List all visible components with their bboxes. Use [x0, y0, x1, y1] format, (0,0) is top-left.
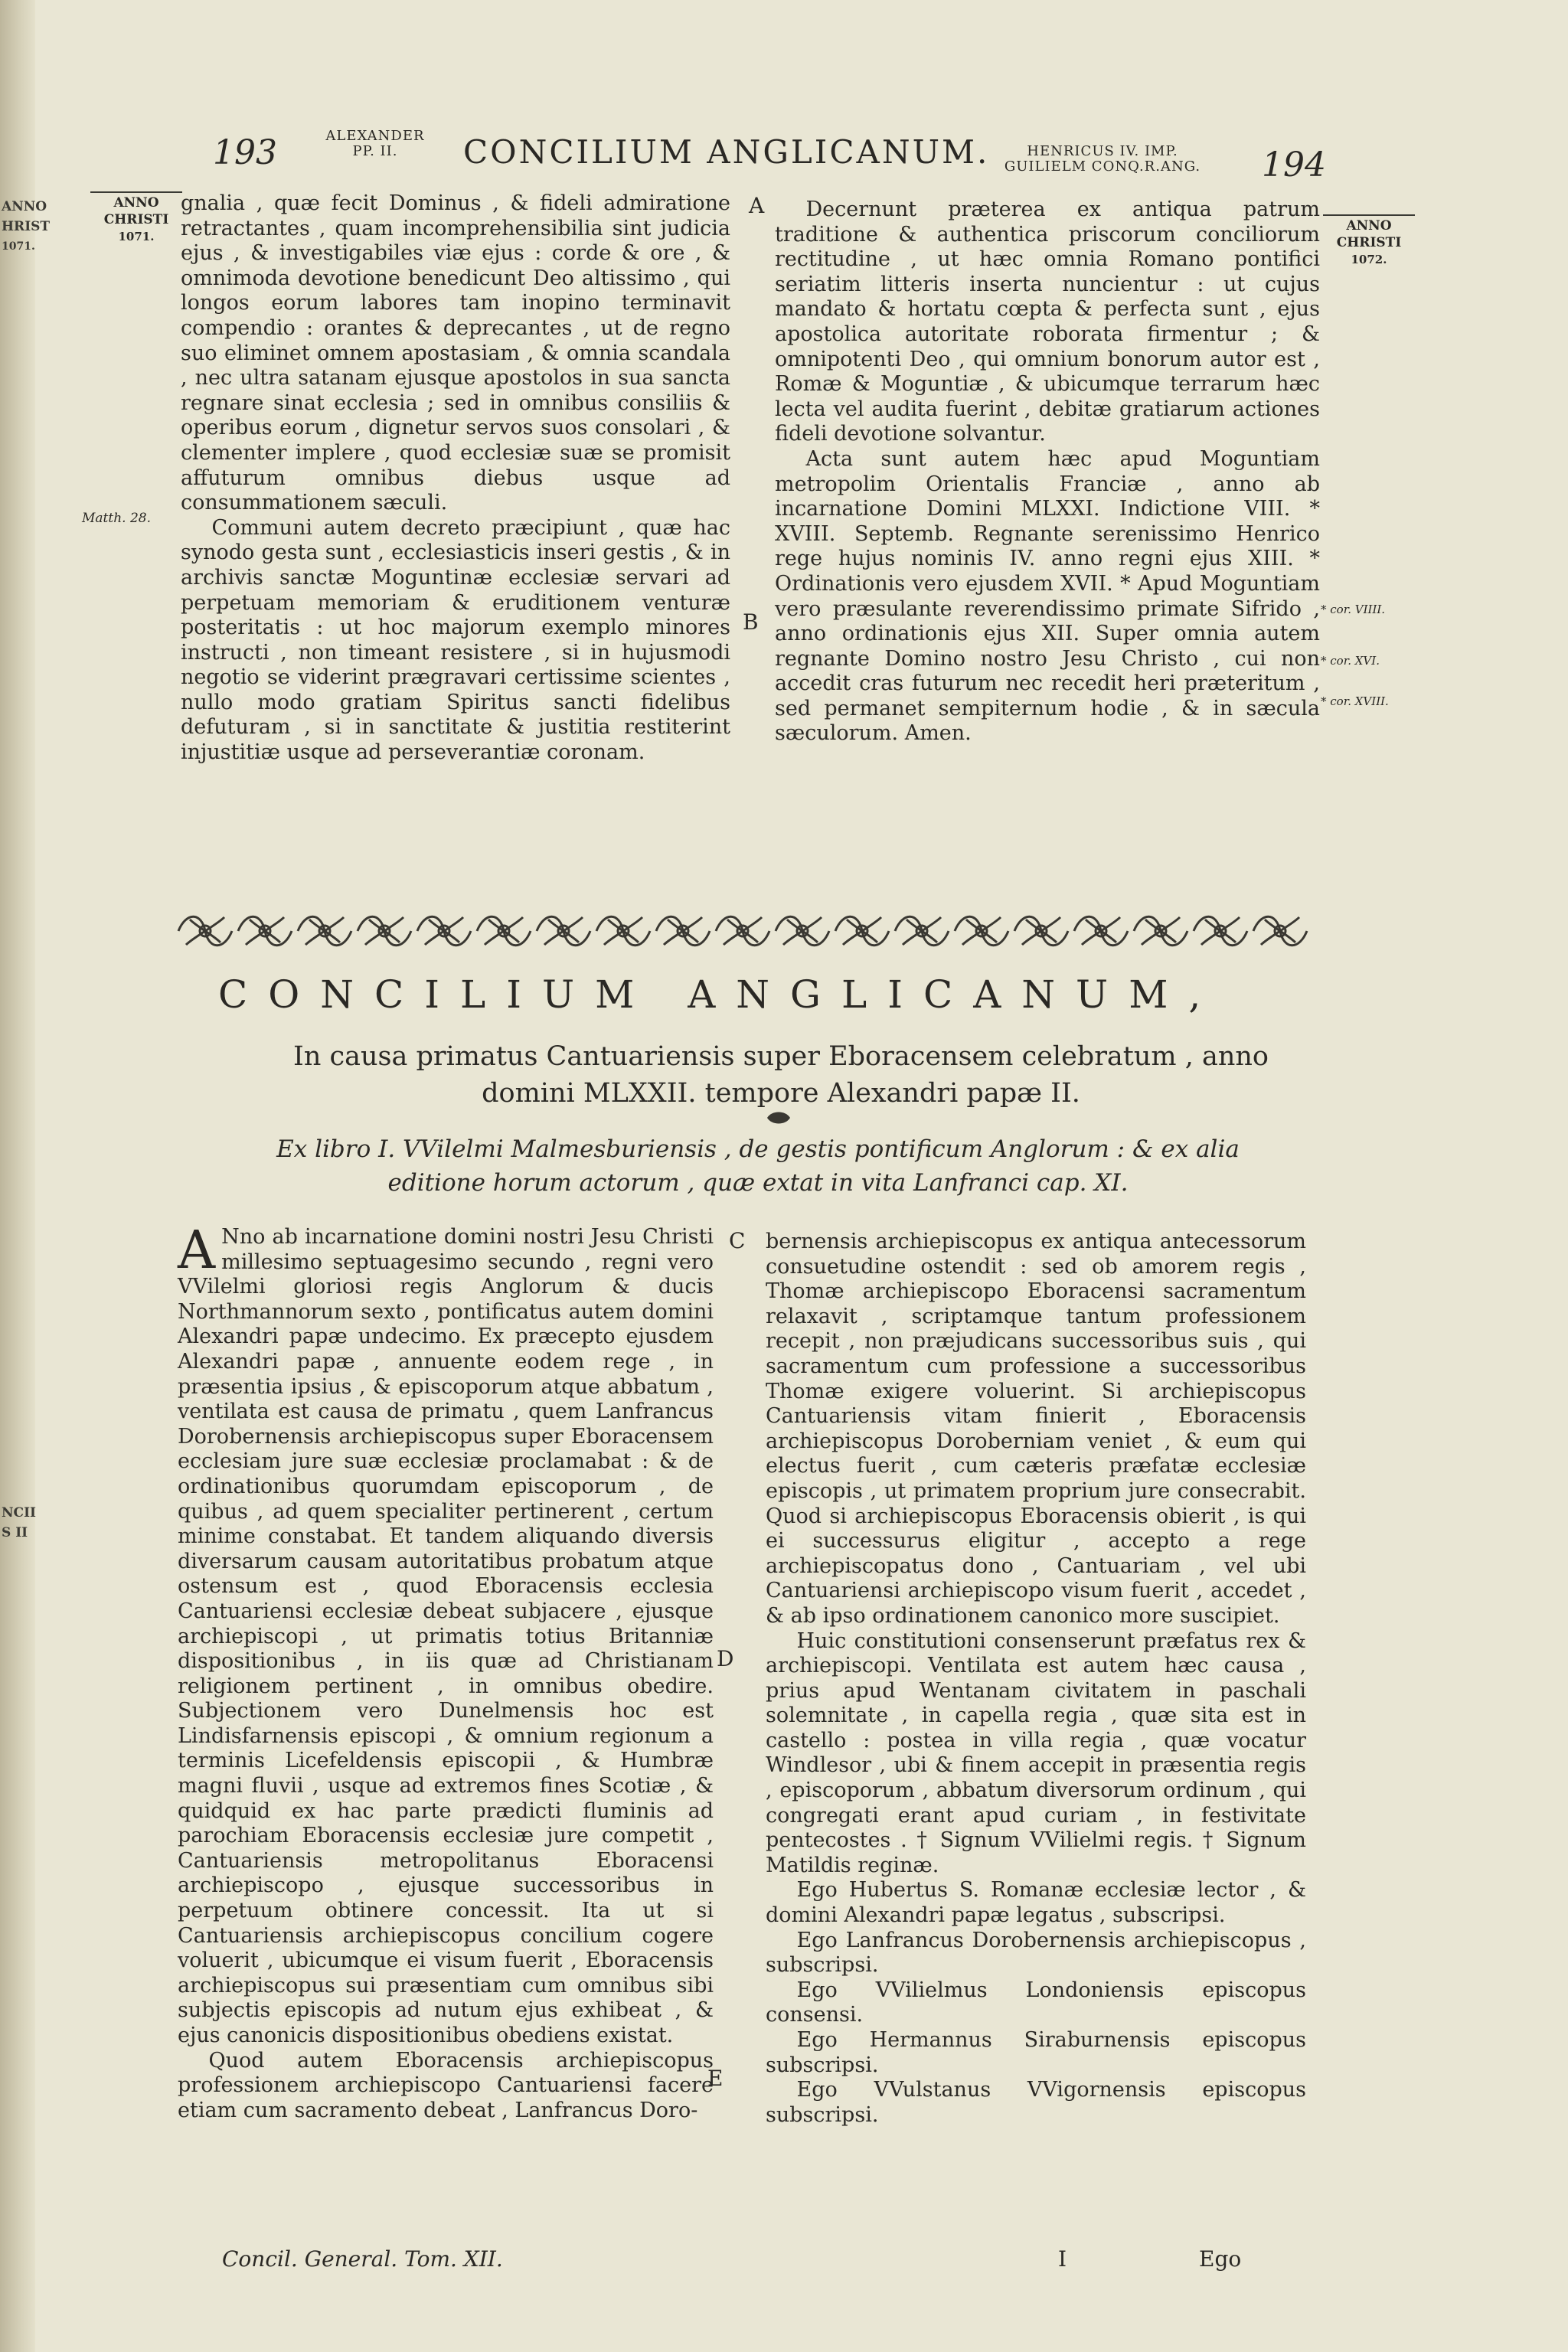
anno-label: ANNO: [113, 195, 159, 211]
section-letter: E: [707, 2066, 724, 2091]
previous-page-note: S II: [2, 1525, 28, 1540]
scripture-reference: Matth. 28.: [82, 511, 151, 526]
anno-christi-note: [90, 191, 182, 245]
previous-page-note: ANNO: [2, 199, 47, 214]
correction-note: * cor. VIIII.: [1321, 603, 1386, 616]
paragraph-text: Nno ab incarnatione domini nostri Jesu Christi millesimo septuagesimo secundo , regni vero VVilelmi gloriosi regis Anglorum & ducis Northmannorum sexto , pontificatus autem domini Alexandri papæ undecimo. Ex præcepto ejusdem Alexandri papæ , annuente eodem rege , in præsentia ipsius , & episcoporum atque abbatum , ventilata est causa de primatu , quem Lanfrancus Dorobernensis archiepiscopus super Eboracensem ecclesiam jure suæ ecclesiæ proclamabat : & de ordinationibus quorumdam episcoporum , de quibus , ad quem specialiter pertinerent , certum minime constabat. Et tandem aliquando diversis diversarum causam autoritatibus probatum atque ostensum est , quod Eboracensis ecclesia Cantuariensi ecclesiæ debeat subjacere , ejusque archiepiscopi , ut primatis totius Britanniæ dispositionibus , in iis quæ ad Christianam religionem pertinent , in omnibus obedire. Subjectionem vero Dunelmensis hoc est Lindisfarnensis episcopi , & omnium regionum a terminis Licefeldensis episcopii , & Humbræ magni fluvii , usque ad extremos fines Scotiæ , & quidquid ex hac parte prædicti fluminis ad parochiam Eboracensis ecclesiæ jure competit , Cantuariensis metropolitanus Eboracensi archiepiscopo , ejusque successoribus in perpetuum obtinere concessit. Ita ut si Cantuariensis archiepiscopus concilium cogere voluerit , ubicumque ei visum fuerit , Eboracensis archiepiscopus sui præsentiam cum omnibus sibi subjectis episcopis ad nutum ejus exhibeat , & ejus canonicis dispositionibus obediens existat.: [178, 1225, 714, 2047]
ornament-unit: [835, 916, 889, 946]
ornament-band: [175, 900, 1315, 962]
correction-note: * cor. XVI.: [1321, 654, 1380, 668]
footer-volume: Concil. General. Tom. XII.: [222, 2246, 503, 2272]
ornament-unit: [716, 916, 769, 946]
anno-label: ANNO: [1346, 218, 1392, 234]
running-header: [0, 129, 1568, 198]
section-subtitle: domini MLXXII. tempore Alexandri papæ II.: [482, 1078, 1080, 1109]
subscription: Ego Hubertus S. Romanæ ecclesiæ lector , & domini Alexandri papæ legatus , subscripsi.: [766, 1878, 1306, 1928]
section-subtitle: In causa primatus Cantuariensis super Eboracensem celebratum , anno: [293, 1041, 1269, 1072]
bottom-right-column: [766, 1230, 1306, 2128]
paragraph: [178, 1220, 714, 2049]
signature-mark: I: [1058, 2246, 1067, 2272]
paragraph: Quod autem Eboracensis archiepiscopus professionem archiepiscopo Cantuariensi facere etiam cum sacramento debeat , Lanfrancus Doro-: [178, 2048, 714, 2122]
left-page-number: 193: [213, 133, 277, 172]
top-right-column: [775, 198, 1320, 746]
running-head-line: PP. II.: [352, 143, 398, 159]
binding-gutter: [0, 0, 51, 2352]
christi-label: CHRISTI: [103, 212, 169, 227]
ornament-unit: [298, 916, 351, 946]
right-page-number: 194: [1262, 145, 1326, 185]
previous-page-note: HRIST: [2, 219, 51, 234]
section-letter: A: [749, 193, 765, 218]
ornament-unit: [1074, 916, 1128, 946]
ornament-unit: [477, 916, 531, 946]
ornament-unit: [417, 916, 471, 946]
page-title: CONCILIUM ANGLICANUM.: [463, 133, 990, 171]
paragraph: Decernunt præterea ex antiqua patrum traditione & authentica priscorum conciliorum rectitudine , ut hæc omnia Romano pontifici seriatim litteris inserta nuncientur : ut cujus mandato & hortatu cœpta & perfecta sunt , ejus apostolica autoritate roborata firmentur ; & omnipotenti Deo , qui omnium bonorum autor est , Romæ & Moguntiæ , & ubicumque terrarum hæc lecta vel audita fuerint , debitæ gratiarum actiones fideli devotione solvantur.: [775, 198, 1320, 446]
drop-capital: A: [178, 1220, 216, 1281]
ornament-unit: [1134, 916, 1187, 946]
ornament-unit: [1253, 916, 1307, 946]
right-running-head: [988, 144, 1217, 175]
year-label: 1071.: [118, 230, 155, 243]
correction-note: * cor. XVIII.: [1321, 694, 1389, 708]
subscription: Ego Hermannus Siraburnensis episcopus subscripsi.: [766, 2028, 1306, 2077]
ornament-unit: [238, 916, 292, 946]
leaf-ornament-icon: [766, 1109, 792, 1127]
bottom-left-column: [178, 1220, 714, 2123]
ornament-unit: [1194, 916, 1247, 946]
paragraph: bernensis archiepiscopus ex antiqua antecessorum consuetudine ostendit : sed ob amorem regis , Thomæ archiepiscopo Eboracensi sacramentum relaxavit , scriptamque tantum professionem recepit , non præjudicans successoribus suis , qui sacramentum cum professione a successoribus Thomæ exigere voluerint. Si archiepiscopus Cantuariensis vitam finierit , Eboracensis archiepiscopus Doroberniam veniet , & eum qui electus fuerit , cum cæteris præfatæ ecclesiæ episcopis , ut primatem proprium jure consecrabit. Quod si archiepiscopus Eboracensis obierit , is qui ei successurus eligitur , accepto a rege archiepiscopatus dono , Cantuariam , vel ubi Cantuariensi archiepiscopo visum fuerit , accedet , & ab ipso ordinationem canonico more suscipiet.: [766, 1230, 1306, 1628]
ornament-unit: [895, 916, 949, 946]
anno-christi-note: [1323, 214, 1415, 268]
running-head-line: HENRICUS IV. IMP.: [1027, 143, 1178, 159]
ornament-unit: [537, 916, 590, 946]
running-head-line: ALEXANDER: [325, 128, 425, 144]
section-letter: B: [743, 609, 759, 635]
previous-page-note: 1071.: [2, 240, 35, 253]
left-running-head: [306, 129, 444, 159]
section-letter: D: [717, 1646, 734, 1671]
paragraph: gnalia , quæ fecit Dominus , & fideli admiratione retractantes , quam incomprehensibilia sint judicia ejus , & investigabiles viæ ejus : corde & ore , & omnimoda devotione benedicunt Deo altissimo , qui longos eorum labores tam inopino terminavit compendio : orantes & deprecantes , ut de regno suo eliminet omnem apostasiam , & omnia scandala , nec ultra satanam ejusque apostolos in sua sancta regnare sinat ecclesia ; sed in omnibus consiliis & operibus eorum , dignetur servos suos consolari , & clementer implere , quod ecclesiæ suæ se promisit affuturum omnibus diebus usque ad consummationem sæculi.: [181, 191, 730, 515]
christi-label: CHRISTI: [1336, 235, 1402, 250]
subscription: Ego Lanfrancus Dorobernensis archiepiscopus , subscripsi.: [766, 1928, 1306, 1978]
ornament-unit: [596, 916, 650, 946]
source-citation: Ex libro I. VVilelmi Malmesburiensis , de gestis pontificum Anglorum : & ex alia: [276, 1135, 1240, 1163]
paragraph: Huic constitutioni consenserunt præfatus rex & archiepiscopi. Ventilata est autem hæc causa , prius apud Wentanam civitatem in paschali solemnitate , in capella regia , quæ sita est in castello : postea in villa regia , quæ vocatur Windlesor , ubi & finem accepit in præsentia regis , episcoporum , abbatum diversorum ordinum , qui congregati erant apud curiam , in festivitate pentecostes . † Signum VVilielmi regis. † Signum Matildis reginæ.: [766, 1628, 1306, 1877]
catchword: Ego: [1199, 2246, 1242, 2272]
ornament-unit: [776, 916, 829, 946]
section-letter: C: [729, 1228, 746, 1253]
ornament-unit: [656, 916, 710, 946]
paragraph: Communi autem decreto præcipiunt , quæ hac synodo gesta sunt , ecclesiasticis inseri gestis , & in archivis sanctæ Moguntinæ ecclesiæ servari ad perpetuam memoriam & eruditionem venturæ posteritatis : ut hoc majorum exemplo minores instructi , non timeant resistere , si in hujusmodi negotio se viderint prægravari certissime scientes , nullo modo gratiam Spiritus sancti fidelibus defuturam , si in sanctitate & justitia restiterint injustitiæ usque ad perseverantiæ coronam.: [181, 515, 730, 765]
ornament-unit: [358, 916, 411, 946]
subscription: Ego VVilielmus Londoniensis episcopus consensi.: [766, 1978, 1306, 2027]
source-citation: editione horum actorum , quæ extat in vita Lanfranci cap. XI.: [387, 1169, 1129, 1197]
paragraph: Acta sunt autem hæc apud Moguntiam metropolim Orientalis Franciæ , anno ab incarnatione Domini MLXXI. Indictione VIII. * XVIII. Septemb. Regnante serenissimo Henrico rege hujus nominis IV. anno regni ejus XIII. * Ordinationis vero ejusdem XVII. * Apud Moguntiam vero præsulante reverendissimo primate Sifrido , anno ordinationis ejus XII. Super omnia autem regnante Domino nostro Jesu Christo , cui non accedit cras futurum nec recedit heri præteritum , sed permanet sempiternum hodie , & in sæcula sæculorum. Amen.: [775, 446, 1320, 746]
section-title: CONCILIUM ANGLICANUM,: [218, 972, 1222, 1017]
ornament-unit: [955, 916, 1008, 946]
previous-page-note: NCII: [2, 1505, 36, 1521]
subscription: Ego VVulstanus VVigornensis episcopus subscripsi.: [766, 2078, 1306, 2127]
top-left-column: [181, 191, 730, 766]
year-label: 1072.: [1351, 253, 1387, 266]
running-head-line: GUILIELM CONQ.R.ANG.: [1004, 158, 1201, 175]
ornament-unit: [1014, 916, 1068, 946]
